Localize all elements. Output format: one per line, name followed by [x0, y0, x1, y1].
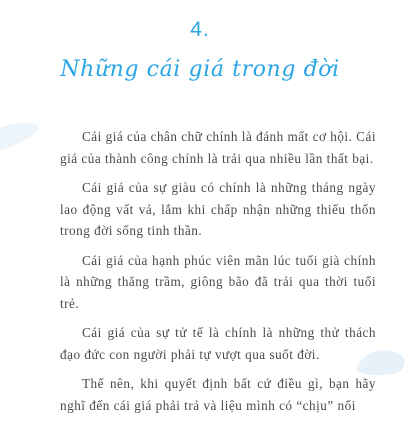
decorative-blob: [0, 116, 41, 162]
paragraph: Cái giá của sự tử tế là chính là những thử thách đạo đức con người phải tự vượt qua suốt đời.: [60, 325, 376, 362]
paragraph: Cái giá của sự giàu có chính là những tháng ngày lao động vất vả, lắm khi chấp nhận những thiếu thốn trong đời sống tinh thần.: [60, 180, 376, 238]
paragraph: Cái giá của hạnh phúc viên mãn lúc tuổi già chính là những thăng trầm, giông bão đã trải qua thời tuổi trẻ.: [60, 252, 376, 311]
paragraph: Thế nên, khi quyết định bất cứ điều gì, bạn hãy nghĩ đến cái giá phải trả và liệu mình có “chịu” nổi: [60, 376, 376, 413]
chapter-body: [60, 126, 376, 424]
chapter-title: Những cái giá trong đời: [60, 57, 340, 82]
paragraph: Cái giá của chân chữ chính là đánh mất cơ hội. Cái giá của thành công chính là trải qua nhiều lần thất bại.: [60, 129, 376, 166]
chapter-number: 4.: [190, 18, 210, 41]
